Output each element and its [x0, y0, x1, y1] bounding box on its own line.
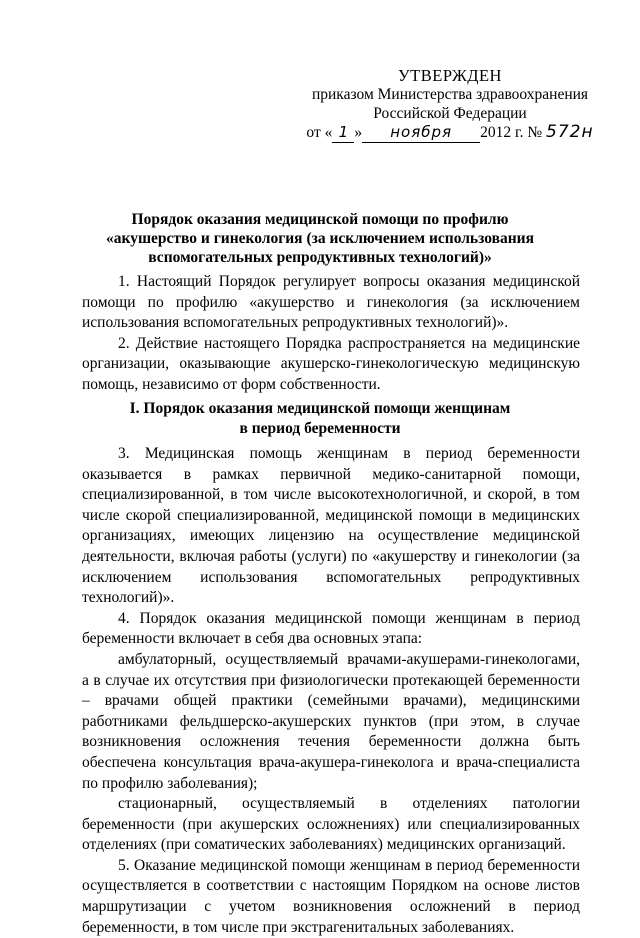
approval-heading: УТВЕРЖДЕН	[398, 66, 502, 85]
order-date-number	[290, 123, 610, 143]
approval-issuer: приказом Министерства здравоохранения	[311, 86, 589, 103]
order-number-handwritten: 572н	[546, 122, 594, 142]
paragraph-4-inpatient: стационарный, осуществляемый в отделениях патологии беременности (при акушерских осложнениях) или специализированных отделениях (при соматических заболеваниях) медицинских организаций.	[82, 795, 580, 854]
section-1-title-line-2: в период беременности	[239, 420, 401, 437]
title-line-2: «акушерство и гинекология (за исключением использования	[105, 230, 534, 247]
document-title	[100, 210, 540, 267]
paragraph-1: 1. Настоящий Порядок регулирует вопросы оказания медицинской помощи по профилю «акушерство и гинекология (за исключением использования вспомогательных репродуктивных технологий)».	[82, 273, 580, 332]
order-day-handwritten: 1	[332, 123, 354, 143]
title-line-3: вспомогательных репродуктивных технологий)»	[148, 249, 492, 266]
paragraph-4: 4. Порядок оказания медицинской помощи женщинам в период беременности включает в себя два основных этапа:	[82, 609, 580, 648]
order-month-handwritten: ноября	[362, 123, 480, 143]
section-1-body	[82, 444, 580, 938]
approval-country: Российской Федерации	[373, 105, 527, 122]
paragraph-4-outpatient: амбулаторный, осуществляемый врачами-акушерами-гинекологами, а в случае их отсутствия при физиологически протекающей беременности – врачами общей практики (семейными врачами), медицинскими работниками фельдшерско-акушерских пунктов (при этом, в случае возникновения осложнения течения беременности должна быть обеспечена консультация врача-акушера-гинеколога и врача-специалиста по профилю заболевания);	[82, 650, 580, 792]
order-year-suffix: 2012 г. №	[480, 124, 543, 141]
paragraph-2: 2. Действие настоящего Порядка распространяется на медицинские организации, оказывающие акушерско-гинекологическую медицинскую помощь, независимо от форм собственности.	[82, 334, 580, 393]
paragraph-5: 5. Оказание медицинской помощи женщинам в период беременности осуществляется в соответствии с настоящим Порядком на основе листов маршрутизации с учетом возникновения осложнений в период беременности, в том числе при экстрагенитальных заболеваниях.	[82, 856, 580, 936]
section-1-title-line-1: I. Порядок оказания медицинской помощи женщинам	[129, 400, 511, 417]
paragraph-3: 3. Медицинская помощь женщинам в период беременности оказывается в рамках первичной медико-санитарной помощи, специализированной, в том числе высокотехнологичной, и скорой, в том числе скорой специализированной, медицинской помощи в медицинских организациях, имеющих лицензию на осуществление медицинской деятельности, включая работы (услуги) по «акушерству и гинекологии (за исключением использования вспомогательных репродуктивных технологий)».	[82, 445, 580, 607]
order-date-prefix: от «	[306, 124, 333, 141]
intro-paragraphs	[82, 272, 580, 396]
approval-stamp	[290, 66, 610, 143]
section-1-title	[110, 399, 530, 439]
title-line-1: Порядок оказания медицинской помощи по профилю	[131, 211, 509, 228]
order-date-mid: »	[354, 124, 363, 141]
